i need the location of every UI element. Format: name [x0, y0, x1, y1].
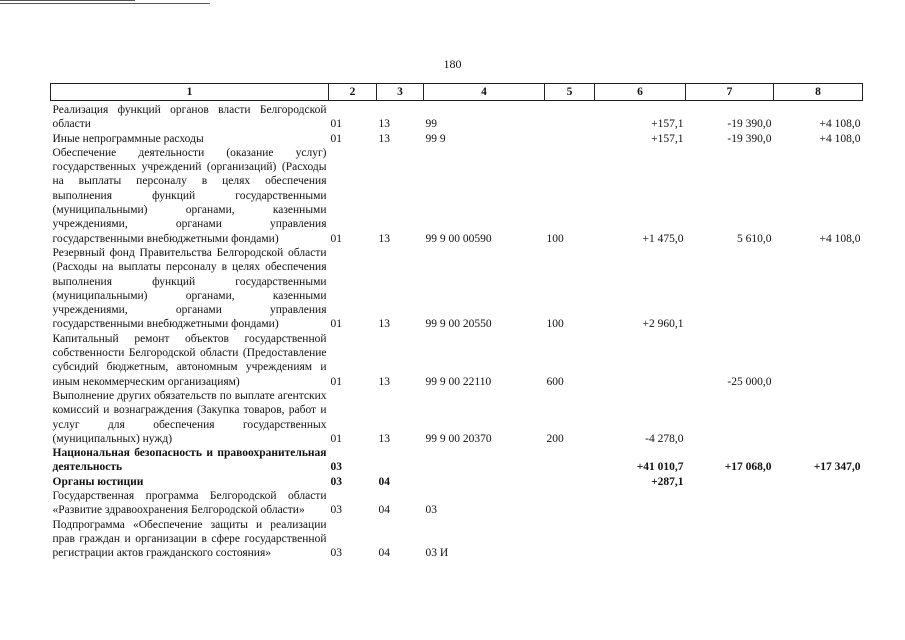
cell-expense-type: 100	[546, 232, 564, 245]
table-row	[51, 103, 863, 132]
row-name: Иные непрограммные расходы	[52, 132, 204, 145]
cell-amount-3: +4 108,0	[819, 232, 861, 245]
cell-section: 03	[330, 475, 342, 488]
cell-expense-type	[545, 446, 595, 475]
cell-amount-3: +17 347,0	[813, 461, 861, 474]
column-header: 6	[595, 84, 686, 101]
row-name: Реализация функций органов власти Белгородской области	[52, 104, 327, 131]
cell-amount-1	[595, 518, 686, 561]
row-name: Государственная программа Белгородской области «Развитие здравоохранения Белгородской области»	[52, 490, 327, 517]
row-name: Подпрограмма «Обеспечение защиты и реализации прав граждан и организации в сфере государственной регистрации актов гражданского состояния»	[52, 518, 327, 560]
cell-subsection: 04	[378, 504, 390, 517]
cell-target-article: 99 9	[425, 132, 446, 145]
row-name: Обеспечение деятельности (оказание услуг) государственных учреждений (организаций) (Расходы на выплаты персоналу в целях обеспечения выполнения функций государственными (муниципальными) органами, казенными учреждениями, органами управления государственными внебюджетными фондами)	[52, 146, 327, 245]
cell-amount-3: +4 108,0	[819, 118, 861, 131]
cell-target-article: 03 И	[425, 547, 449, 560]
cell-section: 01	[330, 318, 342, 331]
cell-section: 03	[330, 547, 342, 560]
cell-expense-type	[545, 132, 595, 146]
column-header: 8	[774, 84, 863, 101]
cell-expense-type	[545, 489, 595, 518]
row-name: Выполнение других обязательств по выплате агентских комиссий и вознаграждения (Закупка товаров, работ и услуг для обеспечения государственных (муниципальных) нужд)	[52, 389, 327, 445]
cell-target-article: 99 9 00 20370	[425, 432, 492, 445]
table-row	[51, 489, 863, 518]
table-row	[51, 518, 863, 561]
cell-target-article: 99 9 00 22110	[425, 375, 492, 388]
cell-amount-2: +17 068,0	[724, 461, 772, 474]
cell-amount-3	[774, 389, 863, 446]
table-row	[51, 132, 863, 146]
row-name: Резервный фонд Правительства Белгородской области (Расходы на выплаты персоналу в целях обеспечения выполнения функций государственными (муниципальными) органами, казенными учреждениями, органами управления государственными внебюджетными фондами)	[52, 246, 327, 331]
cell-amount-3: +4 108,0	[819, 132, 861, 145]
cell-amount-1	[595, 332, 686, 389]
cell-target-article	[424, 475, 545, 489]
table-header-row	[51, 84, 863, 101]
cell-amount-2: 5 610,0	[737, 232, 772, 245]
cell-section: 01	[330, 375, 342, 388]
table-row	[51, 332, 863, 389]
cell-amount-2	[686, 246, 774, 332]
column-header: 4	[424, 84, 545, 101]
row-name: Капитальный ремонт объектов государственной собственности Белгородской области (Предоставление субсидий бюджетным, автономным учреждениям и иным некоммерческим организациям)	[52, 332, 327, 388]
cell-amount-1: +2 960,1	[642, 318, 684, 331]
cell-subsection: 13	[378, 375, 390, 388]
cell-amount-2: -19 390,0	[727, 132, 772, 145]
scan-artifact-line	[0, 0, 135, 1]
cell-subsection: 13	[378, 118, 390, 131]
cell-amount-2	[686, 518, 774, 561]
column-header: 5	[545, 84, 595, 101]
table-row-section-total	[51, 446, 863, 475]
cell-target-article: 99	[425, 118, 437, 131]
cell-amount-1	[595, 489, 686, 518]
row-name: Органы юстиции	[52, 475, 144, 488]
cell-section: 01	[330, 132, 342, 145]
cell-section: 03	[330, 504, 342, 517]
cell-amount-3	[774, 518, 863, 561]
cell-amount-1: +287,1	[651, 475, 684, 488]
cell-amount-3	[774, 475, 863, 489]
cell-section: 01	[330, 232, 342, 245]
cell-subsection: 04	[378, 475, 390, 488]
cell-subsection: 04	[378, 547, 390, 560]
cell-amount-2: -19 390,0	[727, 118, 772, 131]
column-header: 7	[686, 84, 774, 101]
cell-section: 01	[330, 118, 342, 131]
cell-expense-type	[545, 103, 595, 132]
cell-target-article	[424, 446, 545, 475]
row-name: Национальная безопасность и правоохранительная деятельность	[52, 447, 327, 474]
cell-subsection: 13	[378, 318, 390, 331]
budget-table	[50, 83, 863, 561]
cell-amount-1: +157,1	[651, 118, 684, 131]
cell-amount-3	[774, 332, 863, 389]
cell-target-article: 99 9 00 00590	[425, 232, 492, 245]
cell-expense-type	[545, 518, 595, 561]
cell-amount-2: -25 000,0	[727, 375, 772, 388]
cell-amount-1: +157,1	[651, 132, 684, 145]
cell-amount-1: -4 278,0	[645, 432, 684, 445]
column-header: 3	[377, 84, 424, 101]
cell-amount-3	[774, 489, 863, 518]
scan-artifact-line	[0, 3, 210, 4]
table-row	[51, 389, 863, 446]
table-row	[51, 246, 863, 332]
column-header: 1	[51, 84, 329, 101]
table-row	[51, 146, 863, 246]
column-header: 2	[329, 84, 377, 101]
cell-expense-type: 600	[546, 375, 564, 388]
cell-amount-2	[686, 389, 774, 446]
cell-amount-3	[774, 246, 863, 332]
cell-amount-2	[686, 475, 774, 489]
cell-amount-2	[686, 489, 774, 518]
cell-subsection: 13	[378, 432, 390, 445]
cell-amount-1: +41 010,7	[636, 461, 684, 474]
cell-target-article: 99 9 00 20550	[425, 318, 492, 331]
cell-section: 03	[330, 461, 342, 474]
cell-target-article: 03	[425, 504, 437, 517]
page-number: 180	[443, 57, 462, 71]
cell-section: 01	[330, 432, 342, 445]
cell-subsection	[377, 446, 424, 475]
table-row-subsection-total	[51, 475, 863, 489]
cell-expense-type: 100	[546, 318, 564, 331]
cell-expense-type	[545, 475, 595, 489]
cell-expense-type: 200	[546, 432, 564, 445]
cell-subsection: 13	[378, 132, 390, 145]
cell-subsection: 13	[378, 232, 390, 245]
cell-amount-1: +1 475,0	[642, 232, 684, 245]
